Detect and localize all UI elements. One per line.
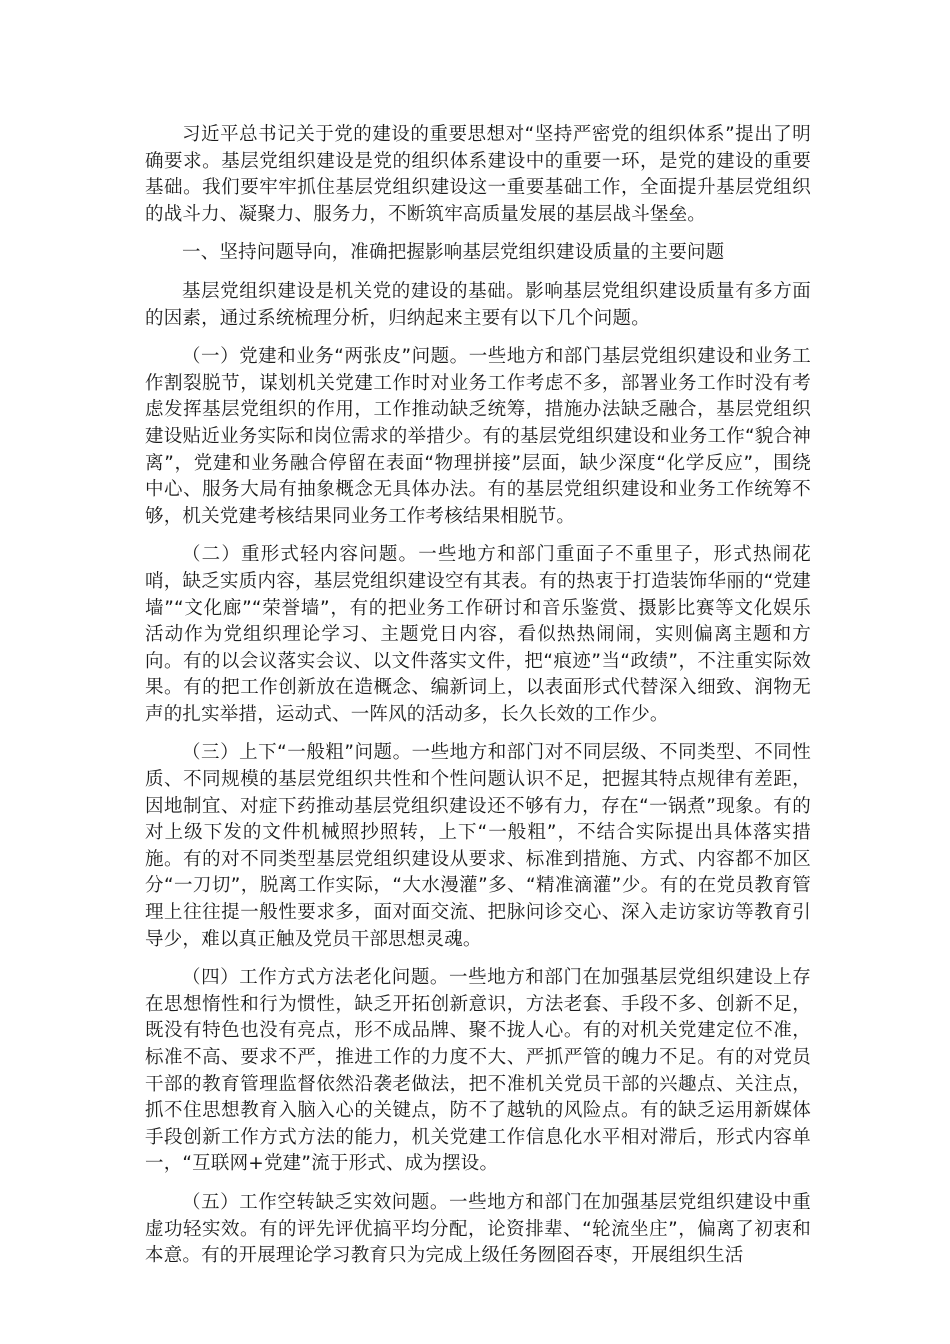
problem-item-3: （三）上下“一般粗”问题。一些地方和部门对不同层级、不同类型、不同性质、不同规模的基层党组织共性和个性问题认识不足，把握其特点规律有差距，因地制宜、对症下药推动基层党组织建设还不够有力，存在“一锅煮”现象。有的对上级下发的文件机械照抄照转，上下“一般粗”，不结合实际提出具体落实措施。有的对不同类型基层党组织建设从要求、标准到措施、方式、内容都不加区分“一刀切”，脱离工作实际，“大水漫灌”多、“精准滴灌”少。有的在党员教育管理上往往提一般性要求多，面对面交流、把脉问诊交心、深入走访家访等教育引导少，难以真正触及党员干部思想灵魂。 [145, 742, 811, 950]
section-heading: 一、坚持问题导向，准确把握影响基层党组织建设质量的主要问题 [182, 242, 725, 264]
section-intro-paragraph: 基层党组织建设是机关党的建设的基础。影响基层党组织建设质量有多方面的因素，通过系统梳理分析，归纳起来主要有以下几个问题。 [145, 280, 811, 329]
problem-item-5: （五）工作空转缺乏实效问题。一些地方和部门在加强基层党组织建设中重虚功轻实效。有的评先评优搞平均分配，论资排辈、“轮流坐庄”，偏离了初衷和本意。有的开展理论学习教育只为完成上级任务囫囵吞枣，开展组织生活 [145, 1191, 811, 1267]
problem-item-1: （一）党建和业务“两张皮”问题。一些地方和部门基层党组织建设和业务工作割裂脱节，谋划机关党建工作时对业务工作考虑不多，部署业务工作时没有考虑发挥基层党组织的作用，工作推动缺乏统筹，措施办法缺乏融合，基层党组织建设贴近业务实际和岗位需求的举措少。有的基层党组织建设和业务工作“貌合神离”，党建和业务融合停留在表面“物理拼接”层面，缺少深度“化学反应”，围绕中心、服务大局有抽象概念无具体办法。有的基层党组织建设和业务工作统筹不够，机关党建考核结果同业务工作考核结果相脱节。 [145, 346, 811, 527]
document-page [145, 122, 811, 1282]
intro-paragraph: 习近平总书记关于党的建设的重要思想对“坚持严密党的组织体系”提出了明确要求。基层党组织建设是党的组织体系建设中的重要一环，是党的建设的重要基础。我们要牢牢抓住基层党组织建设这一重要基础工作，全面提升基层党组织的战斗力、凝聚力、服务力，不断筑牢高质量发展的基层战斗堡垒。 [145, 124, 811, 225]
problem-item-4: （四）工作方式方法老化问题。一些地方和部门在加强基层党组织建设上存在思想惰性和行为惯性，缺乏开拓创新意识，方法老套、手段不多、创新不足，既没有特色也没有亮点，形不成品牌、聚不拢人心。有的对机关党建定位不准，标准不高、要求不严，推进工作的力度不大、严抓严管的魄力不足。有的对党员干部的教育管理监督依然沿袭老做法，把不准机关党员干部的兴趣点、关注点，抓不住思想教育入脑入心的关键点，防不了越轨的风险点。有的缺乏运用新媒体手段创新工作方式方法的能力，机关党建工作信息化水平相对滞后，形式内容单一，“互联网+党建”流于形式、成为摆设。 [145, 967, 811, 1175]
problem-item-2: （二）重形式轻内容问题。一些地方和部门重面子不重里子，形式热闹花哨，缺乏实质内容，基层党组织建设空有其表。有的热衷于打造装饰华丽的“党建墙”“文化廊”“荣誉墙”，有的把业务工作研讨和音乐鉴赏、摄影比赛等文化娱乐活动作为党组织理论学习、主题党日内容，看似热热闹闹，实则偏离主题和方向。有的以会议落实会议、以文件落实文件，把“痕迹”当“政绩”，不注重实际效果。有的把工作创新放在造概念、编新词上，以表面形式代替深入细致、润物无声的扎实举措，运动式、一阵风的活动多，长久长效的工作少。 [145, 544, 811, 725]
